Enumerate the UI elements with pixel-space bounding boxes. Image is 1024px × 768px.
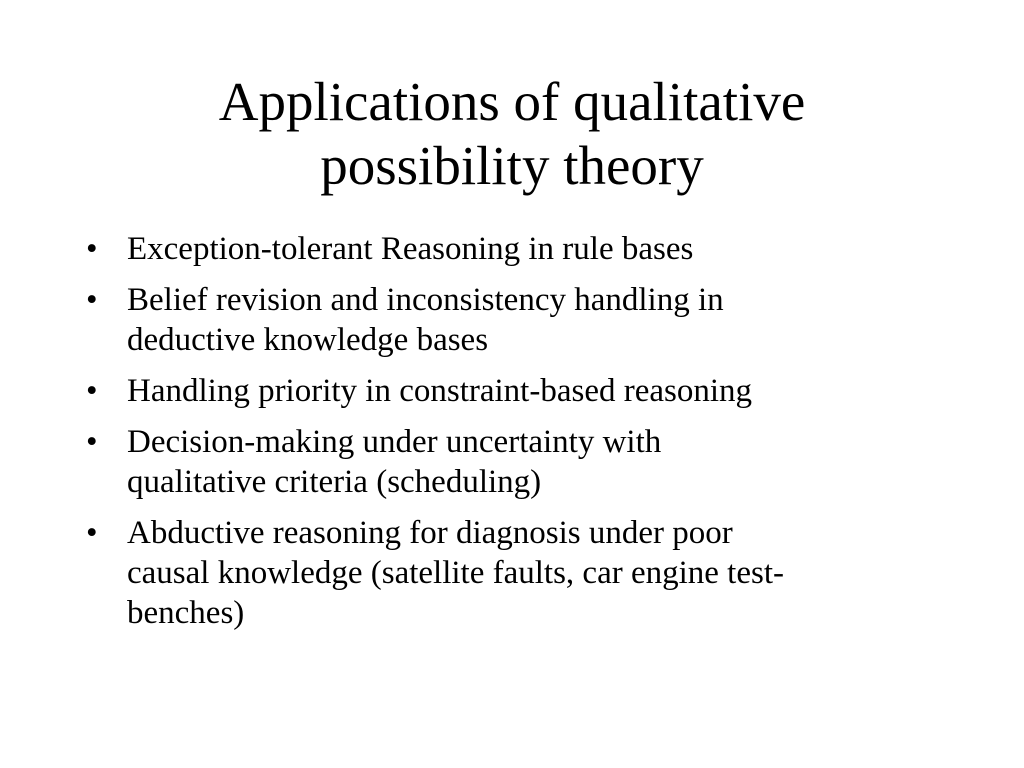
bullet-text-line: Handling priority in constraint-based reasoning xyxy=(127,373,753,409)
slide-title xyxy=(60,70,964,198)
bullet-text-line: deductive knowledge bases xyxy=(127,322,489,358)
bullet-text-line: Belief revision and inconsistency handling in xyxy=(127,282,724,318)
title-line-1: Applications of qualitative xyxy=(218,71,806,132)
bullet-text-line: qualitative criteria (scheduling) xyxy=(127,464,542,500)
bullet-dot-icon: • xyxy=(86,515,98,551)
bullet-dot-icon: • xyxy=(86,424,98,460)
bullet-text-line: Exception-tolerant Reasoning in rule bases xyxy=(127,231,694,267)
bullet-dot-icon: • xyxy=(86,282,98,318)
bullet-item-handling-priority xyxy=(86,371,966,411)
bullet-item-belief-revision xyxy=(86,280,966,360)
bullet-text-line: causal knowledge (satellite faults, car engine test- xyxy=(127,555,784,591)
bullet-item-exception-tolerant xyxy=(86,229,966,269)
bullet-text-line: Abductive reasoning for diagnosis under poor xyxy=(127,515,733,551)
bullet-dot-icon: • xyxy=(86,373,98,409)
bullet-item-abductive-reasoning xyxy=(86,513,966,633)
bullet-list xyxy=(86,229,966,644)
bullet-dot-icon: • xyxy=(86,231,98,267)
bullet-text-line: Decision-making under uncertainty with xyxy=(127,424,662,460)
bullet-text-line: benches) xyxy=(127,595,245,631)
bullet-item-decision-making xyxy=(86,422,966,502)
title-line-2: possibility theory xyxy=(320,135,704,196)
